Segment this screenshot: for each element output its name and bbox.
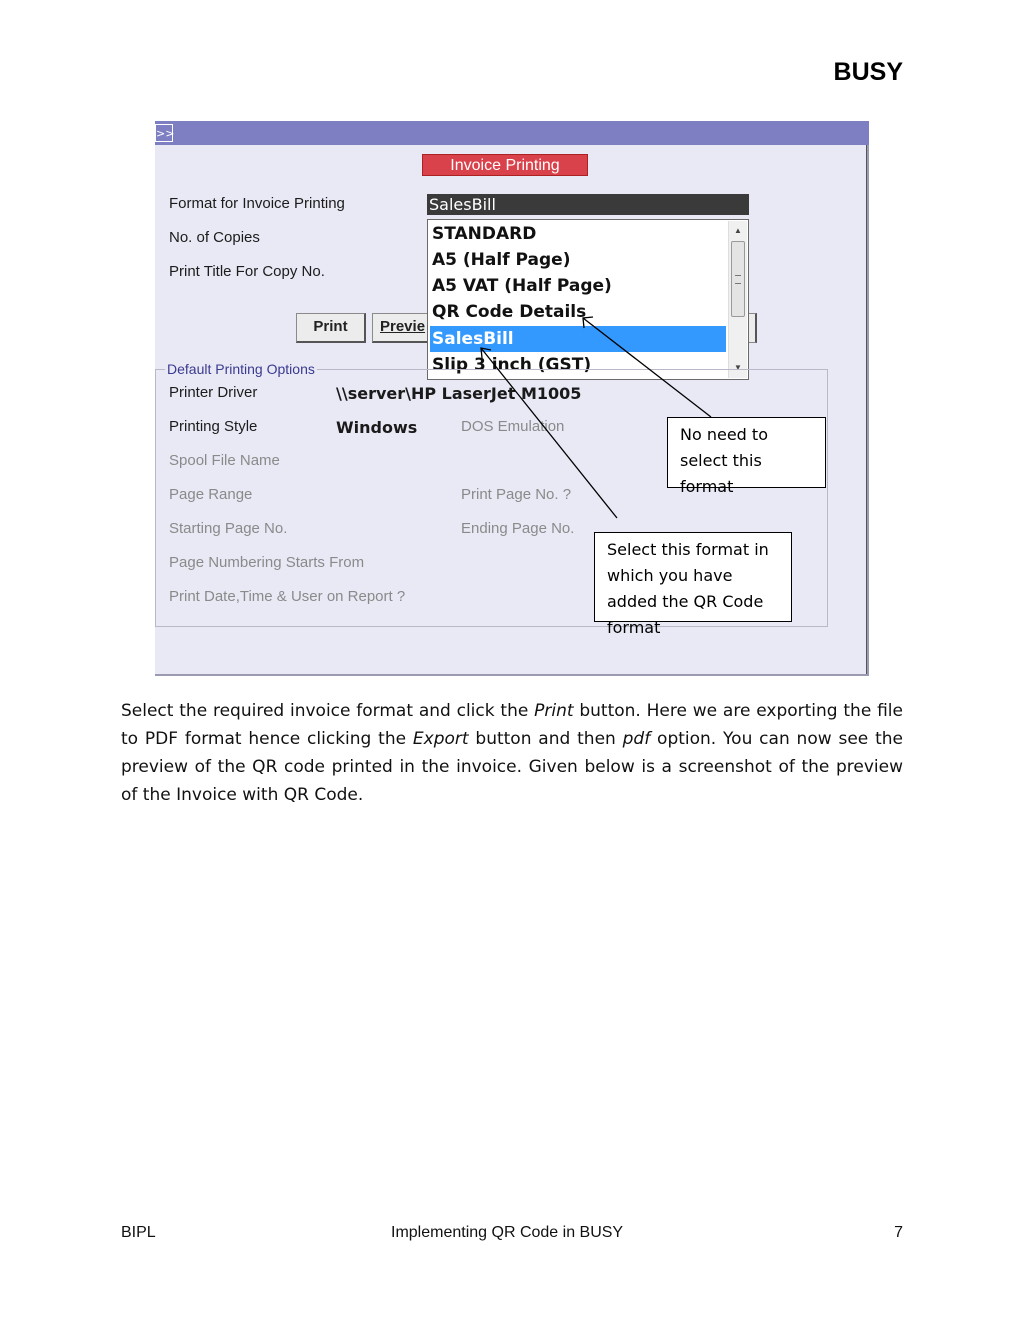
page-number: 7 [894, 1224, 903, 1241]
list-scrollbar[interactable] [728, 221, 747, 378]
preview-button[interactable]: Previe [372, 313, 432, 343]
ending-page-label: Ending Page No. [461, 520, 575, 537]
format-dropdown-list[interactable] [427, 219, 749, 380]
print-date-label: Print Date,Time & User on Report ? [169, 588, 406, 605]
printer-driver-value: \\server\HP LaserJet M1005 [336, 384, 582, 403]
printer-driver-label: Printer Driver [169, 384, 258, 401]
header-brand: BUSY [833, 58, 903, 86]
print-title-label: Print Title For Copy No. [169, 263, 325, 280]
callout-select-this: Select this format in which you have added the QR Code format [594, 532, 792, 622]
list-item[interactable]: A5 (Half Page) [432, 250, 571, 270]
dos-emulation-label: DOS Emulation [461, 418, 565, 435]
list-item[interactable]: Slip 3 inch (GST) [432, 355, 592, 375]
window-titlebar [155, 121, 869, 145]
group-title: Default Printing Options [167, 361, 315, 377]
starting-page-label: Starting Page No. [169, 520, 288, 537]
dialog-title: Invoice Printing [422, 154, 588, 176]
print-button[interactable]: Print [296, 313, 366, 343]
copies-label: No. of Copies [169, 229, 260, 246]
list-item[interactable]: STANDARD [432, 224, 537, 244]
footer-left: BIPL [121, 1224, 156, 1241]
pdf-word: pdf [622, 729, 651, 749]
expand-button[interactable]: >> [155, 124, 173, 142]
print-page-no-label: Print Page No. ? [461, 486, 572, 503]
printing-style-value: Windows [336, 418, 418, 437]
page-numbering-label: Page Numbering Starts From [169, 554, 365, 571]
format-select[interactable]: SalesBill [427, 194, 749, 215]
instruction-paragraph: Select the required invoice format and click the Print button. Here we are exporting the file to PDF format hence clicking the Export button and then pdf option. You can now see the preview of the QR code printed in the invoice. Given below is a screenshot of the preview of the Invoice with QR Code. [121, 701, 903, 805]
list-item[interactable]: A5 VAT (Half Page) [432, 276, 612, 296]
scroll-up-icon[interactable]: ▲ [734, 226, 742, 235]
list-item[interactable]: QR Code Details [432, 302, 587, 322]
print-word: Print [534, 701, 574, 721]
list-item-selected[interactable]: SalesBill [430, 326, 726, 352]
footer-center: Implementing QR Code in BUSY [391, 1224, 624, 1241]
export-word: Export [412, 729, 469, 749]
scroll-down-icon[interactable]: ▼ [734, 363, 742, 372]
spool-file-label: Spool File Name [169, 452, 280, 469]
format-label: Format for Invoice Printing [169, 195, 345, 212]
page-range-label: Page Range [169, 486, 253, 503]
scroll-thumb[interactable] [731, 241, 745, 317]
callout-no-need: No need to select this format [667, 417, 826, 488]
printing-style-label: Printing Style [169, 418, 258, 435]
